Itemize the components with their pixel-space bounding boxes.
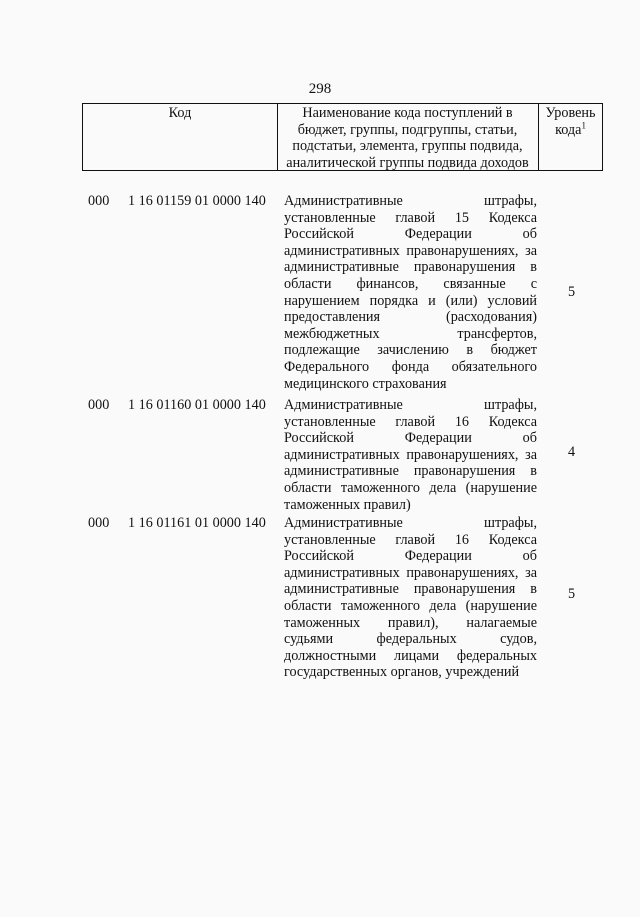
row-description: Административные штрафы, установленные главой 16 Кодекса Российской Федерации об административных правонарушениях, за административные правонарушения в области таможенного дела (нарушение таможенных правил), налагаемые судьями федеральных судов, должностными лицами федеральных государственных органов, учреждений — [284, 515, 537, 681]
row-level: 5 — [568, 586, 576, 602]
row-code: 1 16 01161 01 0000 140 — [128, 515, 266, 531]
row-code: 1 16 01160 01 0000 140 — [128, 397, 266, 413]
header-level: Уровень кода$^1$ — [545, 105, 596, 138]
row-description: Административные штрафы, установленные главой 15 Кодекса Российской Федерации об административных правонарушениях, за административные правонарушения в области финансов, связанные с нарушением порядка и (или) условий предоставления (расходования) межбюджетных трансфертов, подлежащие зачислению в бюджет Федерального фонда обязательного медицинского страхования — [284, 193, 537, 392]
table-header — [82, 103, 603, 171]
header-name: Наименование кода поступлений в бюджет, группы, подгруппы, статьи, подстатьи, элемента, группы подвида, аналитической группы подвида доходов — [286, 105, 529, 171]
header-code: Код — [168, 105, 192, 121]
row-level: 5 — [568, 284, 576, 300]
row-prefix: 000 — [88, 193, 110, 209]
row-prefix: 000 — [88, 515, 110, 531]
row-description: Административные штрафы, установленные главой 16 Кодекса Российской Федерации об административных правонарушениях, за административные правонарушения в области таможенного дела (нарушение таможенных правил) — [284, 397, 537, 513]
page-number: 298 — [308, 81, 332, 97]
row-prefix: 000 — [88, 397, 110, 413]
footnote-marker: 1 — [581, 119, 586, 130]
row-level: 4 — [568, 444, 576, 460]
row-code: 1 16 01159 01 0000 140 — [128, 193, 266, 209]
